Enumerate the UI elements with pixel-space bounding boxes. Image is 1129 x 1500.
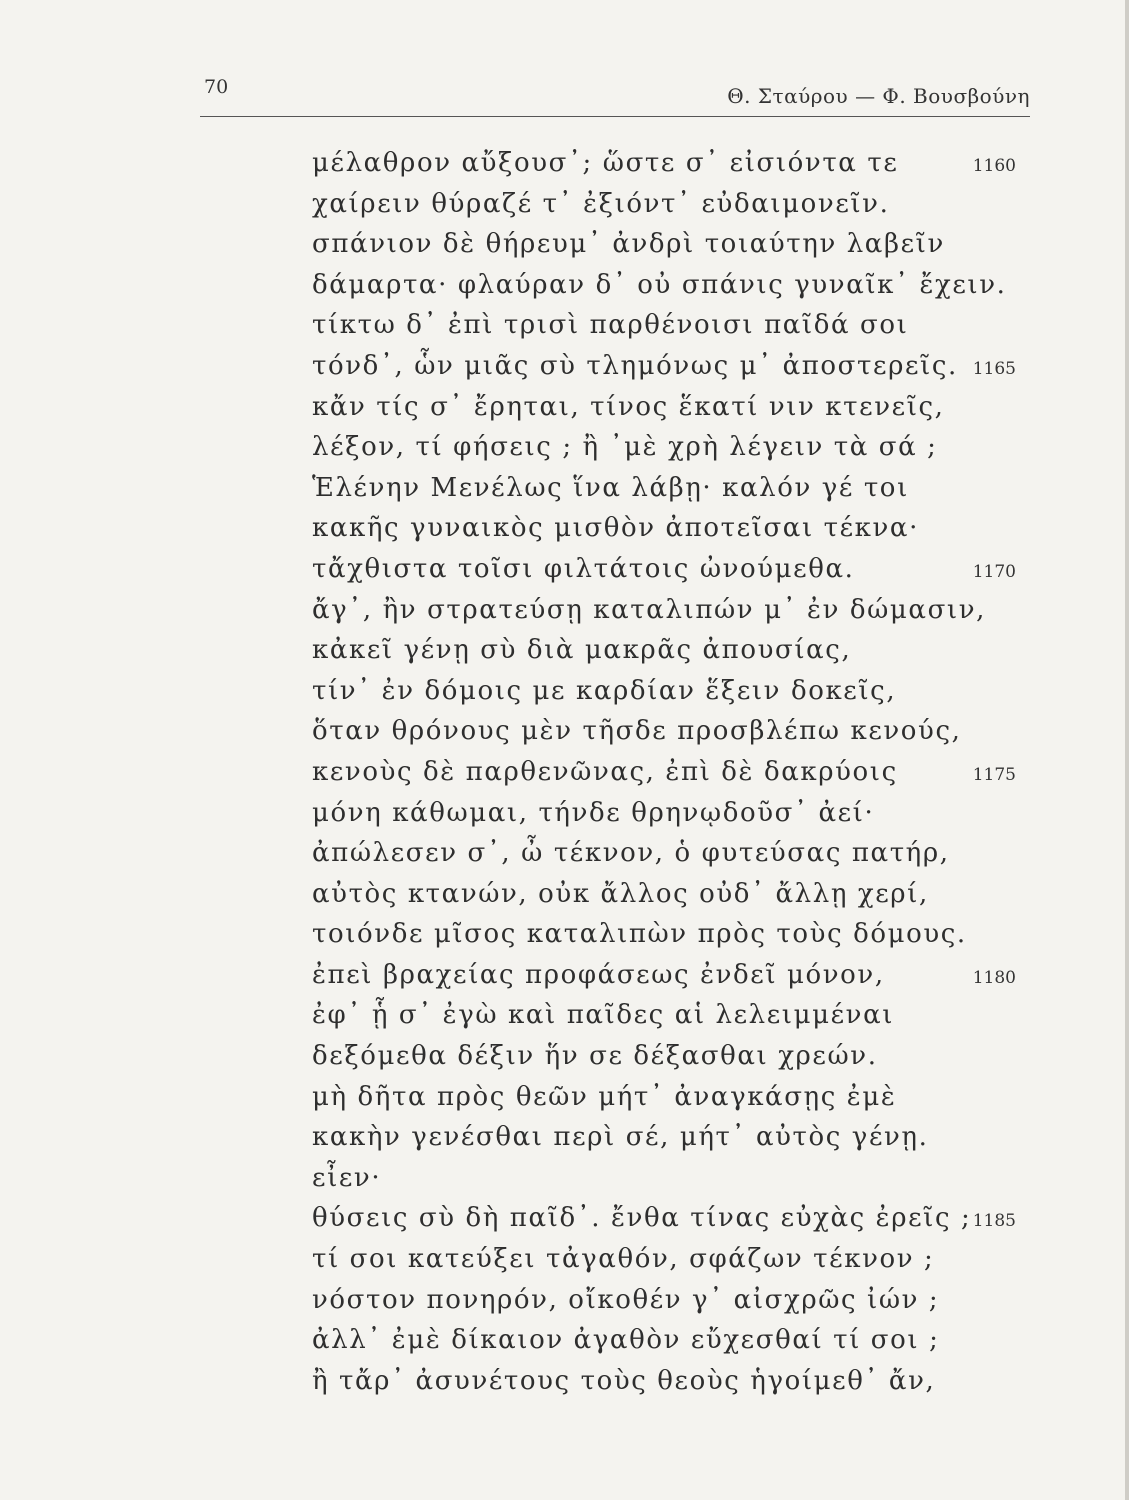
- verse-text: τίκτω δ᾽ ἐπὶ τρισὶ παρθένοισι παῖδά σοι: [312, 310, 909, 341]
- verse-line: [312, 305, 1032, 346]
- verse-line: [312, 833, 1032, 874]
- verse-line: [312, 549, 1032, 590]
- verse-line: [312, 508, 1032, 549]
- verse-text: εἶεν·: [312, 1162, 382, 1193]
- line-number: 1165: [972, 358, 1016, 379]
- verse-line: [312, 468, 1032, 509]
- verse-text: δάμαρτα· φλαύραν δ᾽ οὐ σπάνις γυναῖκ᾽ ἔχειν.: [312, 269, 1007, 300]
- verse-line: [312, 346, 1032, 387]
- verse-line: [312, 143, 1032, 184]
- line-number: 1175: [972, 764, 1016, 785]
- page-number: 70: [204, 76, 229, 98]
- line-number: 1185: [972, 1211, 1016, 1232]
- verse-text: μὴ δῆτα πρὸς θεῶν μήτ᾽ ἀναγκάσῃς ἐμὲ: [312, 1081, 897, 1112]
- verse-line: [312, 995, 1032, 1036]
- verse-line: [312, 874, 1032, 915]
- verse-line: [312, 1077, 1032, 1118]
- verse-text: δεξόμεθα δέξιν ἥν σε δέξασθαι χρεών.: [312, 1041, 878, 1072]
- verse-text: τοιόνδε μῖσος καταλιπὼν πρὸς τοὺς δόμους.: [312, 919, 967, 950]
- verse-text: ἀπώλεσεν σ᾽, ὦ τέκνον, ὁ φυτεύσας πατήρ,: [312, 838, 950, 869]
- verse-line: [312, 387, 1032, 428]
- verse-line: [312, 752, 1032, 793]
- verse-text: μέλαθρον αὔξουσ᾽; ὥστε σ᾽ εἰσιόντα τε: [312, 148, 899, 178]
- verse-line: [312, 711, 1032, 752]
- verse-text: μόνη κάθωμαι, τήνδε θρηνῳδοῦσ᾽ ἀεί·: [312, 797, 875, 828]
- verse-text: λέξον, τί φήσεις ; ἢ ᾽μὲ χρὴ λέγειν τὰ σά ;: [312, 432, 938, 463]
- verse-line: [312, 1036, 1032, 1077]
- verse-text: ἢ τἄρ᾽ ἀσυνέτους τοὺς θεοὺς ἡγοίμεθ᾽ ἄν,: [312, 1365, 936, 1396]
- verse-line: [312, 955, 1032, 996]
- verse-text: θύσεις σὺ δὴ παῖδ᾽. ἔνθα τίνας εὐχὰς ἐρεῖς ;: [312, 1203, 972, 1234]
- verse-line: [312, 793, 1032, 834]
- verse-line: [312, 427, 1032, 468]
- verse-text: τἄχθιστα τοῖσι φιλτάτοις ὠνούμεθα.: [312, 553, 855, 584]
- verse-text: ὅταν θρόνους μὲν τῆσδε προσβλέπω κενούς,: [312, 716, 962, 747]
- page-edge: [1125, 0, 1129, 1500]
- verse-line: [312, 1158, 1032, 1199]
- line-number: 1180: [972, 967, 1016, 988]
- verse-line: [312, 1361, 1032, 1402]
- verse-line: [312, 590, 1032, 631]
- verse-line: [312, 1280, 1032, 1321]
- verse-line: [312, 914, 1032, 955]
- verse-text: τί σοι κατεύξει τἀγαθόν, σφάζων τέκνον ;: [312, 1244, 935, 1275]
- verse-line: [312, 224, 1032, 265]
- verse-text: ἐπεὶ βραχείας προφάσεως ἐνδεῖ μόνον,: [312, 959, 885, 990]
- verse-line: [312, 1320, 1032, 1361]
- page-header: [200, 74, 1030, 117]
- running-head: Θ. Σταύρου — Φ. Βουσβούνη: [727, 84, 1030, 108]
- verse-text: Ἑλένην Μενέλως ἵνα λάβῃ· καλόν γέ τοι: [312, 472, 909, 503]
- verse-line: [312, 265, 1032, 306]
- verse-text: κενοὺς δὲ παρθενῶνας, ἐπὶ δὲ δακρύοις: [312, 756, 898, 787]
- verse-line: [312, 1117, 1032, 1158]
- verse-text: κἄν τίς σ᾽ ἔρηται, τίνος ἕκατί νιν κτενεῖς,: [312, 391, 945, 422]
- verse-line: [312, 671, 1032, 712]
- verse-block: [312, 143, 1032, 1401]
- verse-text: ἄγ᾽, ἢν στρατεύσῃ καταλιπών μ᾽ ἐν δώμασιν,: [312, 594, 986, 625]
- verse-text: ἐφ᾽ ᾗ σ᾽ ἐγὼ καὶ παῖδες αἱ λελειμμέναι: [312, 1000, 895, 1031]
- verse-text: σπάνιον δὲ θήρευμ᾽ ἀνδρὶ τοιαύτην λαβεῖν: [312, 229, 945, 260]
- verse-text: αὐτὸς κτανών, οὐκ ἄλλος οὐδ᾽ ἄλλῃ χερί,: [312, 878, 929, 909]
- verse-text: νόστον πονηρόν, οἴκοθέν γ᾽ αἰσχρῶς ἰών ;: [312, 1284, 940, 1315]
- verse-text: κακῆς γυναικὸς μισθὸν ἀποτεῖσαι τέκνα·: [312, 513, 919, 544]
- verse-text: κακὴν γενέσθαι περὶ σέ, μήτ᾽ αὐτὸς γένῃ.: [312, 1122, 929, 1153]
- verse-text: κἀκεῖ γένῃ σὺ διὰ μακρᾶς ἀπουσίας,: [312, 635, 852, 666]
- verse-text: τόνδ᾽, ὧν μιᾶς σὺ τλημόνως μ᾽ ἀποστερεῖς.: [312, 350, 958, 381]
- verse-text: χαίρειν θύραζέ τ᾽ ἐξιόντ᾽ εὐδαιμονεῖν.: [312, 188, 890, 219]
- verse-line: [312, 1239, 1032, 1280]
- verse-line: [312, 630, 1032, 671]
- line-number: 1170: [972, 561, 1016, 582]
- verse-text: ἀλλ᾽ ἐμὲ δίκαιον ἀγαθὸν εὔχεσθαί τί σοι ;: [312, 1325, 940, 1356]
- verse-line: [312, 1198, 1032, 1239]
- verse-line: [312, 184, 1032, 225]
- line-number: 1160: [972, 156, 1016, 176]
- verse-text: τίν᾽ ἐν δόμοις με καρδίαν ἕξειν δοκεῖς,: [312, 675, 897, 706]
